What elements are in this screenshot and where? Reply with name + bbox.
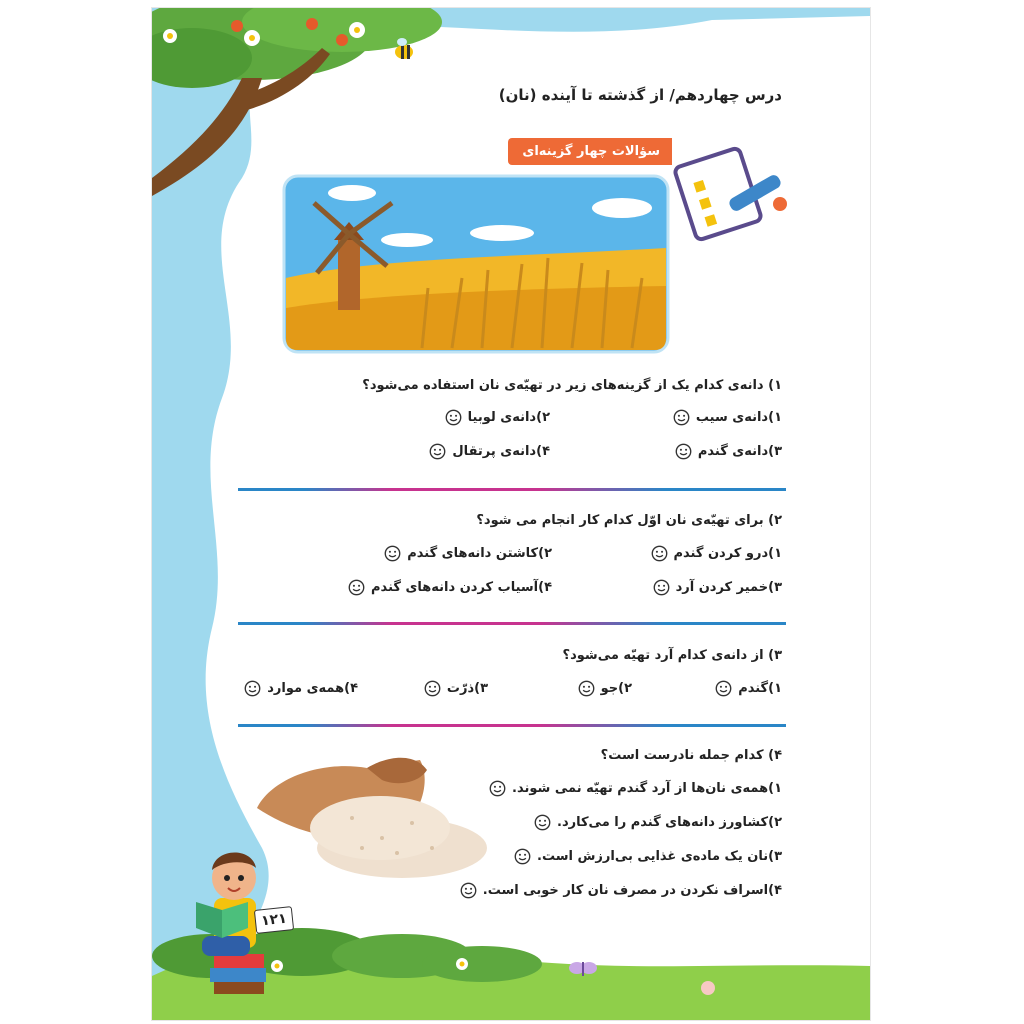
question-4-option-1[interactable] xyxy=(489,780,782,797)
option-label: ۱)گندم xyxy=(738,681,782,696)
question-4-option-3[interactable] xyxy=(514,848,782,865)
question-1-option-4[interactable] xyxy=(429,443,550,460)
lesson-title: درس چهاردهم/ از گذشته تا آینده (نان) xyxy=(498,86,782,104)
smiley-face-icon xyxy=(424,680,441,697)
question-3-option-4[interactable] xyxy=(244,680,358,697)
option-label: ۳)خمیر کردن آرد xyxy=(675,580,782,595)
smiley-face-icon xyxy=(673,409,690,426)
smiley-face-icon xyxy=(715,680,732,697)
section-divider xyxy=(238,488,786,491)
section-divider xyxy=(238,724,786,727)
smiley-face-icon xyxy=(653,579,670,596)
smiley-face-icon xyxy=(534,814,551,831)
question-4-option-2[interactable] xyxy=(534,814,782,831)
option-label: ۴)همه‌ی موارد xyxy=(267,681,358,696)
question-1-text: ۱) دانه‌ی کدام یک از گزینه‌های زیر در تهیّه‌ی نان استفاده می‌شود؟ xyxy=(362,378,782,393)
option-label: ۲)کاشتن دانه‌های گندم xyxy=(407,546,552,561)
section-badge: سؤالات چهار گزینه‌ای xyxy=(508,138,672,165)
question-2-text: ۲) برای تهیّه‌ی نان اوّل کدام کار انجام می شود؟ xyxy=(476,513,782,528)
option-label: ۱)دانه‌ی سیب xyxy=(695,410,782,425)
smiley-face-icon xyxy=(578,680,595,697)
question-2-option-1[interactable] xyxy=(651,545,782,562)
smiley-face-icon xyxy=(489,780,506,797)
question-1-option-2[interactable] xyxy=(445,409,550,426)
question-2-option-4[interactable] xyxy=(348,579,552,596)
option-label: ۴)دانه‌ی پرتقال xyxy=(452,444,550,459)
option-label: ۲)کشاورز دانه‌های گندم را می‌کارد. xyxy=(557,815,782,830)
wheat-field-image xyxy=(284,176,668,352)
smiley-face-icon xyxy=(384,545,401,562)
option-label: ۴)آسیاب کردن دانه‌های گندم xyxy=(371,580,552,595)
option-label: ۴)اسراف نکردن در مصرف نان کار خوبی است. xyxy=(482,883,782,898)
smiley-face-icon xyxy=(244,680,261,697)
question-4-option-4[interactable] xyxy=(460,882,782,899)
option-label: ۳)نان یک ماده‌ی غذایی بی‌ارزش است. xyxy=(537,849,782,864)
smiley-face-icon xyxy=(675,443,692,460)
worksheet-page xyxy=(152,8,870,1020)
option-label: ۲)جو xyxy=(600,681,632,696)
question-3-option-1[interactable] xyxy=(715,680,782,697)
question-1-option-3[interactable] xyxy=(675,443,782,460)
question-3-option-2[interactable] xyxy=(578,680,632,697)
question-1-option-1[interactable] xyxy=(673,409,782,426)
smiley-face-icon xyxy=(445,409,462,426)
option-label: ۳)دانه‌ی گندم xyxy=(697,444,782,459)
question-2-option-3[interactable] xyxy=(653,579,782,596)
smiley-face-icon xyxy=(460,882,477,899)
question-2-option-2[interactable] xyxy=(384,545,552,562)
question-3-text: ۳) از دانه‌ی کدام آرد تهیّه می‌شود؟ xyxy=(562,648,782,663)
page-number: ۱۲۱ xyxy=(254,906,294,934)
option-label: ۳)ذرّت xyxy=(446,681,488,696)
option-label: ۱)درو کردن گندم xyxy=(673,546,782,561)
section-divider xyxy=(238,622,786,625)
smiley-face-icon xyxy=(348,579,365,596)
option-label: ۱)همه‌ی نان‌ها از آرد گندم تهیّه نمی شوند. xyxy=(512,781,782,796)
smiley-face-icon xyxy=(429,443,446,460)
option-label: ۲)دانه‌ی لوبیا xyxy=(467,410,550,425)
question-3-option-3[interactable] xyxy=(424,680,488,697)
smiley-face-icon xyxy=(651,545,668,562)
question-4-text: ۴) کدام جمله نادرست است؟ xyxy=(600,748,782,763)
smiley-face-icon xyxy=(514,848,531,865)
